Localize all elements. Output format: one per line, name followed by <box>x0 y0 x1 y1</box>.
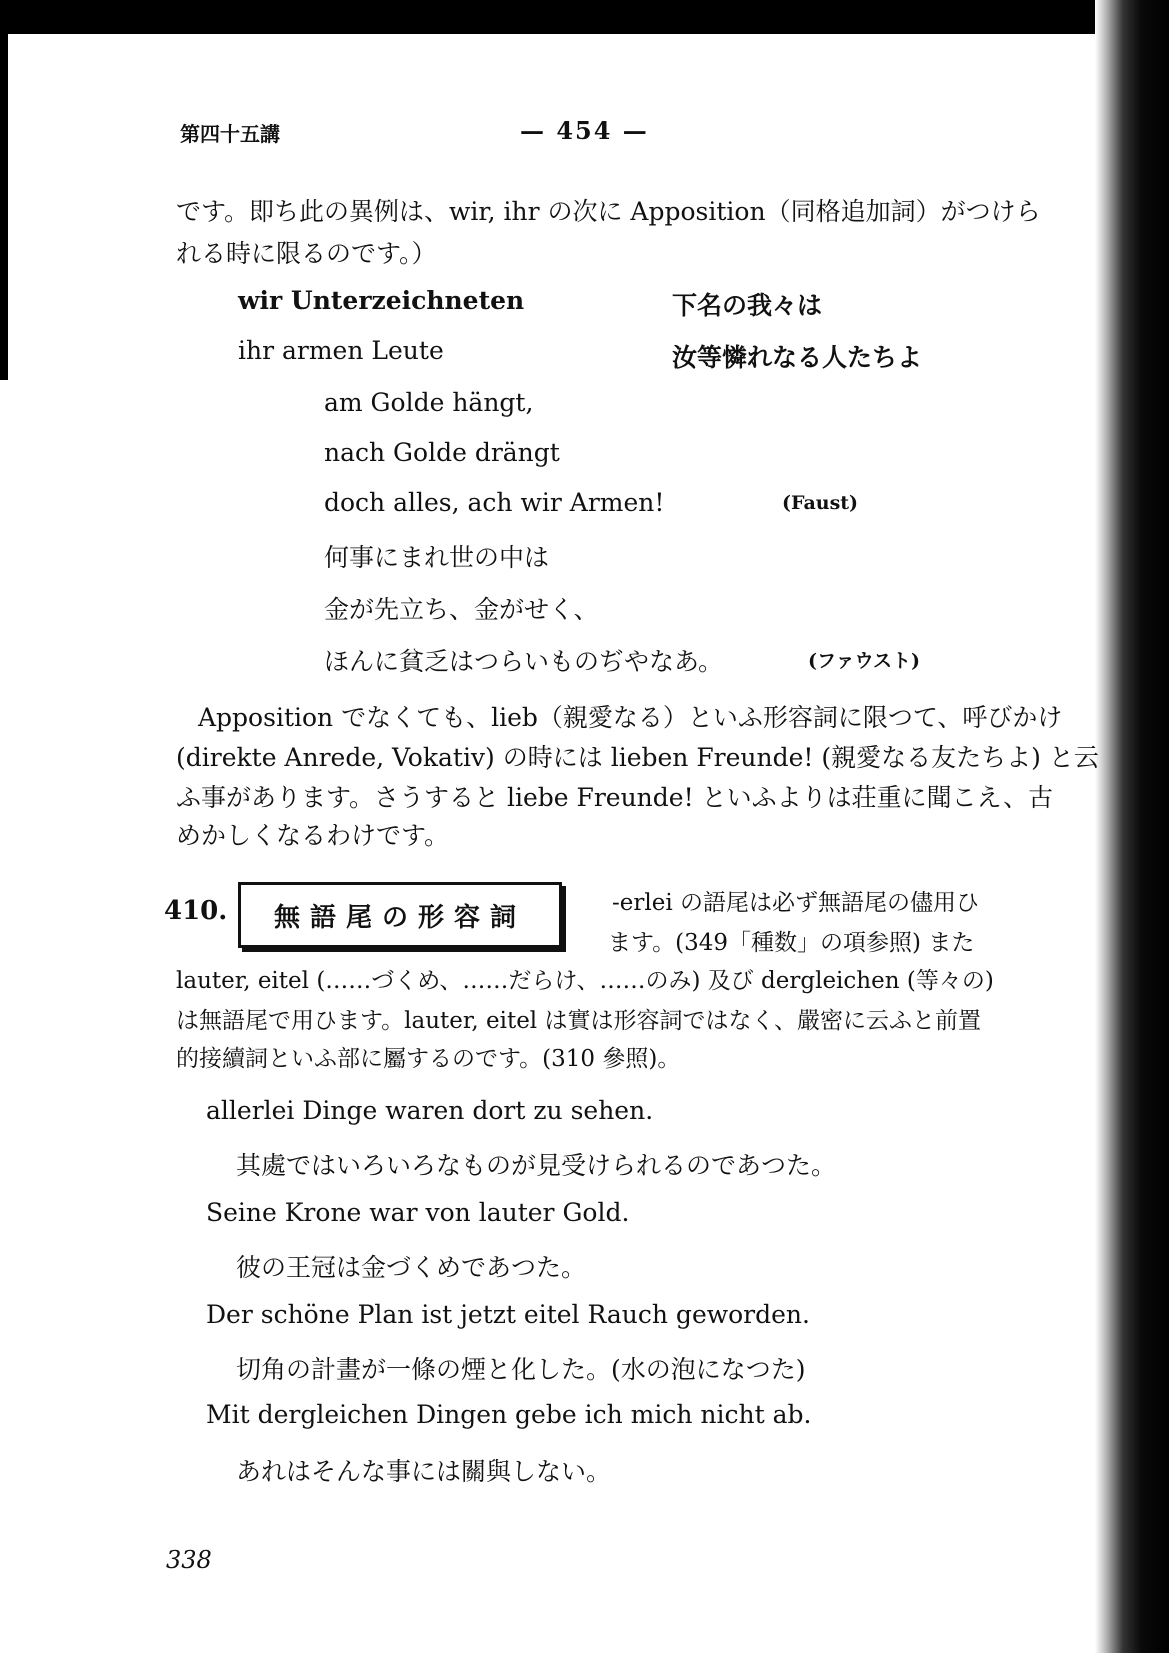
example-japanese: 下名の我々は <box>672 291 823 320</box>
example-german: ihr armen Leute <box>238 336 444 365</box>
section-text-right: -erlei の語尾は必ず無語尾の儘用ひ <box>612 890 980 916</box>
example-german: wir Unterzeichneten <box>238 286 525 315</box>
section-number: 410. <box>164 896 228 926</box>
poem-line: doch alles, ach wir Armen! <box>324 488 665 517</box>
paragraph-line: ふ事があります。さうすると liebe Freunde! といふよりは荘重に聞こえ、古 <box>176 783 1054 812</box>
scan-border-right <box>1095 0 1169 1653</box>
scan-border-top <box>0 0 1169 34</box>
page-number-header: — 454 — <box>520 116 649 145</box>
poem-source-ja: (ファウスト) <box>808 650 921 672</box>
example-german-sentence: Seine Krone war von lauter Gold. <box>206 1198 630 1227</box>
section-text-right: ます。(349「種数」の項参照) また <box>608 930 975 956</box>
section-text: 的接續詞といふ部に屬するのです。(310 參照)。 <box>176 1046 681 1072</box>
example-japanese: 汝等憐れなる人たちよ <box>672 343 923 372</box>
example-japanese-sentence: 彼の王冠は金づくめであつた。 <box>236 1253 587 1282</box>
poem-source-de: (Faust) <box>782 492 859 514</box>
paragraph-line: めかしくなるわけです。 <box>176 821 450 850</box>
paragraph-line: (direkte Anrede, Vokativ) の時には lieben Freunde! (親愛なる友たちよ) と云 <box>176 743 1099 772</box>
section-text: は無語尾で用ひます。lauter, eitel は實は形容詞ではなく、嚴密に云ふと前置 <box>176 1008 982 1034</box>
section-title-box <box>238 882 562 948</box>
paragraph-line: Apposition でなくても、lieb（親愛なる）といふ形容詞に限つて、呼びかけ <box>198 703 1063 732</box>
poem-line: am Golde hängt, <box>324 388 534 417</box>
example-japanese-sentence: あれはそんな事には關與しない。 <box>236 1457 612 1486</box>
example-japanese-sentence: 切角の計畫が一條の煙と化した。(水の泡になつた) <box>236 1355 806 1384</box>
example-japanese-sentence: 其處ではいろいろなものが見受けられるのであつた。 <box>236 1151 837 1180</box>
example-german-sentence: allerlei Dinge waren dort zu sehen. <box>206 1096 654 1125</box>
page-number-footer: 338 <box>166 1546 212 1574</box>
chapter-heading: 第四十五講 <box>180 122 280 146</box>
intro-line-2: れる時に限るのです。） <box>176 239 437 268</box>
poem-translation: 何事にまれ世の中は <box>324 543 550 572</box>
poem-translation: 金が先立ち、金がせく、 <box>324 595 599 624</box>
section-text: lauter, eitel (……づくめ、……だらけ、……のみ) 及び dergleichen (等々の) <box>176 968 994 994</box>
scan-border-left <box>0 0 8 380</box>
example-german-sentence: Der schöne Plan ist jetzt eitel Rauch geworden. <box>206 1300 810 1329</box>
poem-line: nach Golde drängt <box>324 438 560 467</box>
section-title: 無語尾の形容詞 <box>273 902 526 933</box>
intro-line-1: です。即ち此の異例は、wir, ihr の次に Apposition（同格追加詞）がつけら <box>176 197 1041 226</box>
example-german-sentence: Mit dergleichen Dingen gebe ich mich nicht ab. <box>206 1400 812 1429</box>
poem-translation: ほんに貧乏はつらいものぢやなあ。 <box>324 647 724 676</box>
